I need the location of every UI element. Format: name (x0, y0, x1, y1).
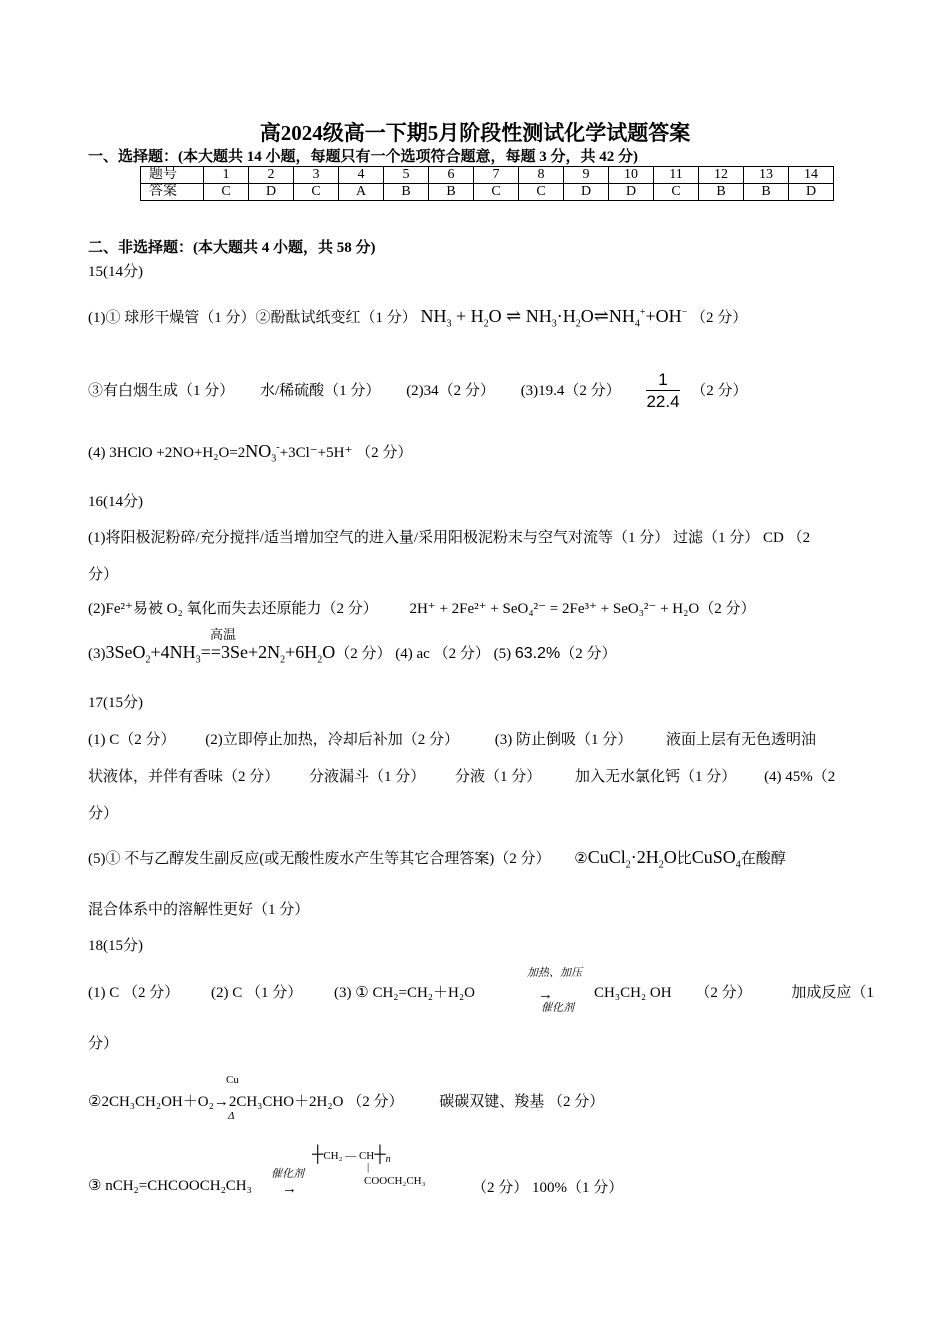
page-title: 高2024级高一下期5月阶段性测试化学试题答案 (259, 121, 691, 145)
answer-cell: C (204, 184, 249, 201)
q18-l4-a: ③ nCH₂=CHCOOCH₂CH₃ (88, 1178, 252, 1194)
q15-l2-d: (3)19.4（2 分） (520, 382, 621, 399)
q17-l1-c: (3) 防止倒吸（1 分） (494, 732, 633, 748)
question-number-cell: 13 (744, 167, 789, 184)
q17-line2 (88, 765, 835, 786)
polymer-top: CH₂ — CH (323, 1150, 375, 1162)
q17-l2-a: 状液体，并伴有香味（2 分） (88, 769, 280, 785)
answer-cell: B (744, 184, 789, 201)
row-header-a: 答案 (141, 184, 204, 201)
question-number-cell: 9 (564, 167, 609, 184)
q17-line5: 混合体系中的溶解性更好（1 分） (88, 902, 310, 918)
q15-l1-text: (1)① 球形干燥管（1 分）②酚酞试纸变红（1 分） (88, 310, 417, 326)
q16-l3-prefix: (3) (88, 646, 106, 662)
q17-l1-d: 液面上层有无色透明油 (666, 732, 817, 748)
q17-l1-b: (2)立即停止加热，冷却后补加（2 分） (205, 732, 459, 748)
question-number-cell: 4 (339, 167, 384, 184)
q17-l1-a: (1) C（2 分） (88, 732, 176, 748)
q15-l2-c: (2)34（2 分） (406, 382, 495, 399)
q17-l2-b: 分液漏斗（1 分） (309, 769, 426, 785)
question-number-cell: 12 (699, 167, 744, 184)
q18-delta: Δ (228, 1110, 235, 1122)
q18-l3-b: 2CH₃CHO＋2H₂O （2 分） (228, 1094, 404, 1110)
q16-l2-b: 2H⁺ + 2Fe²⁺ + SeO₄²⁻ = 2Fe³⁺ + SeO₃²⁻ + H₂O（2 分） (409, 601, 756, 617)
q18-l1-d: CH₃CH₂ OH (594, 985, 672, 1001)
answer-cell: C (474, 184, 519, 201)
q17-l4-b: 比 (676, 851, 692, 867)
answer-cell: B (699, 184, 744, 201)
question-number-cell: 1 (204, 167, 249, 184)
arrow-icon: → (282, 1181, 297, 1197)
polymer-backbone: ┼CH₂ — $CH┼_n$ (312, 1146, 391, 1166)
q16-l3-score: （2 分） (4) ac （2 分） (5) (335, 646, 512, 662)
q17-l2-c: 分液（1 分） (455, 769, 542, 785)
q17-line4: (5)① 不与乙醇发生副反应(或无酸性废水产生等其它合理答案)（2 分） $②CuCl_2\cdot 2H_2O$比CuSO$_4$在酸醇 (88, 847, 786, 871)
section1-heading: 一、选择题：(本大题共 14 小题，每题只有一个选项符合题意，每题 3 分，共 42 分) (88, 149, 638, 165)
question-number-cell: 10 (609, 167, 654, 184)
answer-cell: D (609, 184, 654, 201)
answer-cell: C (519, 184, 564, 201)
q18-l3-c: 碳碳双键、羧基 （2 分） (439, 1094, 605, 1110)
q16-line2 (88, 597, 755, 618)
question-number-cell: 14 (789, 167, 834, 184)
q15-line3 (88, 441, 412, 465)
q16-equation: $3SeO_2+4NH_3==3Se+2N_2+6H_2O$ (105, 642, 336, 666)
row-header-q: 题号 (141, 167, 204, 184)
frac-numerator: 1 (646, 370, 679, 391)
answer-cell: C (294, 184, 339, 201)
q17-line3: 分） (88, 806, 119, 822)
q15-fraction (646, 370, 679, 413)
answer-cell: D (249, 184, 294, 201)
q16-line1b: 分） (88, 567, 119, 583)
cuso4-formula: CuSO$_4$ (691, 847, 741, 871)
q16-l3-end: （2 分） (560, 646, 617, 662)
q16-l2-a: (2)Fe²⁺易被 O₂ 氧化而失去还原能力（2 分） (88, 601, 378, 617)
q18-l1-c: (3) ① CH₂=CH₂＋H₂O (334, 985, 475, 1001)
answer-cell: C (654, 184, 699, 201)
q18-cond-top: 加热、加压 (527, 967, 582, 979)
polymer-bottom: COOCH₂CH₃ (364, 1175, 426, 1187)
q15-line2 (88, 370, 748, 413)
q18-line4 (88, 1176, 252, 1195)
nitrate-formula: $NO_3^-$ (245, 441, 280, 465)
cucl2-formula: $CuCl_2\cdot 2H_2O$ (587, 847, 677, 871)
q16-label: 16(14分) (88, 494, 143, 510)
question-number-cell: 3 (294, 167, 339, 184)
q17-l4-a: (5)① 不与乙醇发生副反应(或无酸性废水产生等其它合理答案)（2 分） (88, 851, 551, 867)
answer-cell: D (564, 184, 609, 201)
q17-l2-d: 加入无水氯化钙（1 分） (575, 769, 737, 785)
q18-l4-b: （2 分） 100%（1 分） (472, 1180, 624, 1196)
question-number-cell: 8 (519, 167, 564, 184)
q18-l1-b: (2) C （1 分） (211, 985, 303, 1001)
frac-denominator: 22.4 (646, 392, 680, 411)
q16-l3-pct: 63.2% (514, 645, 561, 662)
q18-l4-cat: 催化剂 (271, 1168, 304, 1180)
q17-label: 17(15分) (88, 695, 143, 711)
question-number-cell: 6 (429, 167, 474, 184)
polymer-bond: | (367, 1161, 370, 1173)
section2-heading: 二、非选择题：(本大题共 4 小题，共 58 分) (88, 240, 376, 256)
polymer-n: n (385, 1154, 391, 1166)
q18-l1-e: （2 分） (695, 985, 752, 1001)
answer-cell: B (384, 184, 429, 201)
q15-line1 (88, 306, 747, 330)
q18-l3-a: ②2CH₃CH₂OH＋O₂ (88, 1094, 214, 1110)
q18-line2: 分） (88, 1036, 119, 1052)
q16-line1: (1)将阳极泥粉碎/充分搅拌/适当增加空气的进入量/采用阳极泥粉末与空气对流等（1 分） 过滤（1 分） CD （2 (88, 530, 811, 546)
arrow-icon: → (538, 987, 553, 1003)
q17-l4-c: 在酸醇 (740, 851, 786, 867)
answer-row (141, 184, 834, 201)
question-number-cell: 11 (654, 167, 699, 184)
q18-label: 18(15分) (88, 938, 143, 954)
question-number-cell: 7 (474, 167, 519, 184)
q18-line1-right (594, 981, 874, 1002)
arrow-icon: → (213, 1094, 229, 1110)
q15-l2-b: 水/稀硫酸（1 分） (260, 382, 381, 399)
q15-l1-score: （2 分） (691, 310, 748, 326)
q18-cu: Cu (226, 1074, 239, 1086)
q15-label: 15(14分) (88, 264, 143, 280)
q17-l2-e: (4) 45%（2 (764, 769, 836, 785)
q18-l1-a: (1) C （2 分） (88, 985, 180, 1001)
question-number-row (141, 167, 834, 184)
q15-l3-a: (4) 3HClO +2NO+H₂O=2 (88, 445, 246, 461)
q18-line1 (88, 981, 475, 1002)
answer-cell: B (429, 184, 474, 201)
question-number-cell: 2 (249, 167, 294, 184)
question-number-cell: 5 (384, 167, 429, 184)
answer-cell: A (339, 184, 384, 201)
q18-line3 (88, 1090, 604, 1111)
q16-condition: 高温 (210, 627, 237, 642)
answer-cell: D (789, 184, 834, 201)
q15-l2-a: ③有白烟生成（1 分） (88, 382, 235, 399)
q18-cond-bottom: 催化剂 (541, 1002, 574, 1014)
q15-l2-e: （2 分） (691, 382, 748, 399)
q15-equation: $NH_3 + H_2O$ ⇌ $NH_3\cdot H_2O\rightleftharpoons NH_4^++OH^-$ (420, 306, 688, 330)
answer-table (140, 166, 834, 201)
q17-line1 (88, 728, 816, 749)
q16-line3 (88, 642, 616, 666)
q15-l3-b: +3Cl⁻+5H⁺ （2 分） (279, 445, 413, 461)
q18-l1-f: 加成反应（1 (791, 985, 874, 1001)
